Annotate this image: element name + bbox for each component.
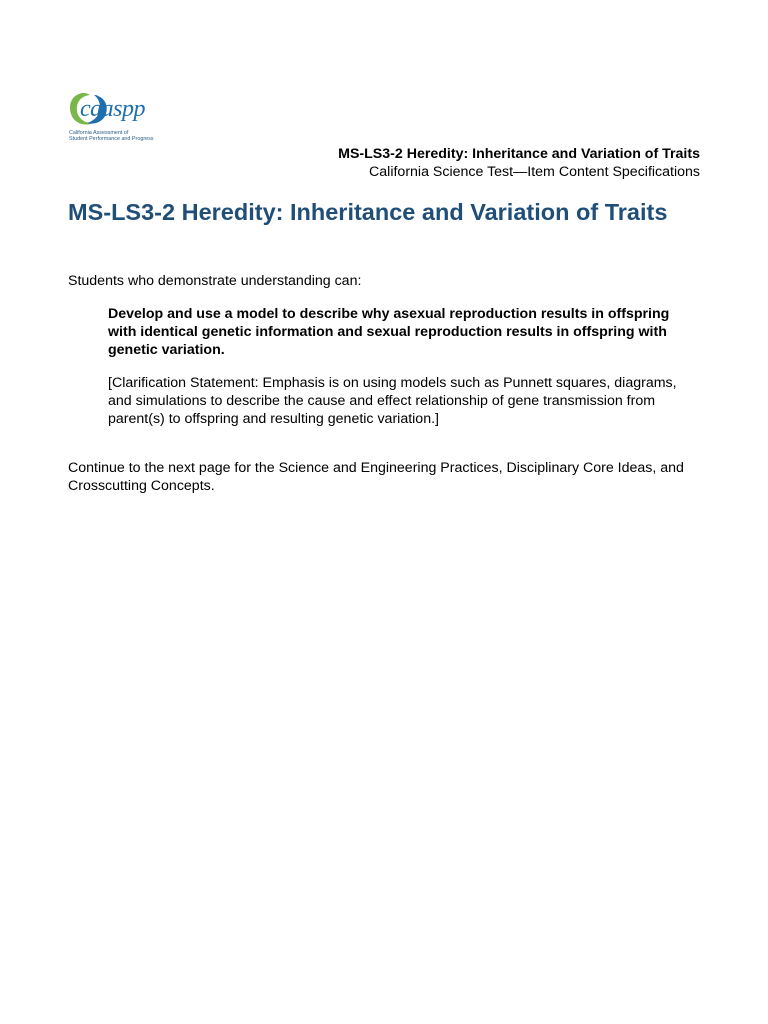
performance-expectation: Develop and use a model to describe why asexual reproduction results in offspring with identical genetic information and sexual reproduction results in offspring with genetic variation. <box>108 306 670 358</box>
caaspp-logo <box>68 90 178 148</box>
logo-tagline <box>69 130 154 142</box>
running-header <box>338 146 700 181</box>
logo-tagline-line2: Student Performance and Progress <box>69 136 154 143</box>
logo-wordmark: caaspp <box>80 96 145 122</box>
logo-tagline-line1: California Assessment of <box>69 130 129 136</box>
continue-note: Continue to the next page for the Science and Engineering Practices, Disciplinary Core Ideas, and Crosscutting Concepts. <box>68 460 684 494</box>
header-document-subtitle: California Science Test—Item Content Specifications <box>369 163 700 180</box>
page-title: MS-LS3-2 Heredity: Inheritance and Variation of Traits <box>68 199 668 225</box>
clarification-statement: [Clarification Statement: Emphasis is on using models such as Punnett squares, diagrams, and simulations to describe the cause and effect relationship of gene transmission from parent(s) to offspring and resulting genetic variation.] <box>108 375 677 427</box>
caaspp-logo-mark <box>68 90 172 128</box>
header-standard-title: MS-LS3-2 Heredity: Inheritance and Variation of Traits <box>338 146 700 162</box>
intro-text: Students who demonstrate understanding can: <box>68 273 362 289</box>
